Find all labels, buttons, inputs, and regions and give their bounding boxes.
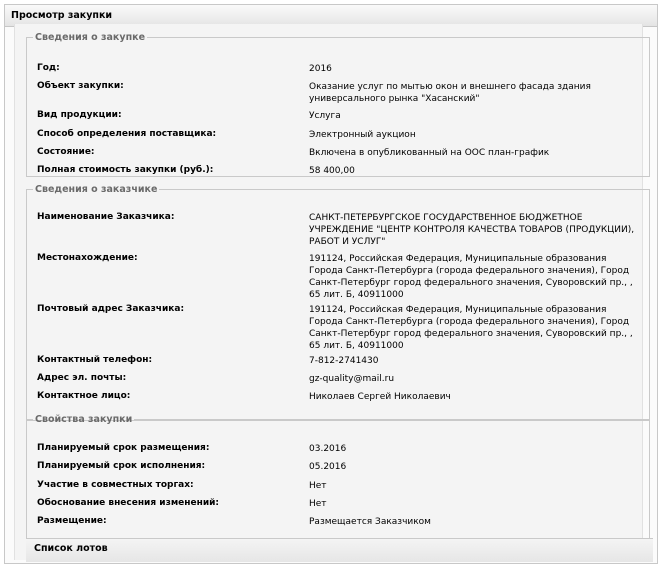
- field-value: 191124, Российская Федерация, Муниципальные образования Города Санкт-Петербурга (города федерального значения), Город Санкт-Петербург город федерального значения, Суворовский пр., , 65 лит. Б, 40911000: [309, 305, 633, 351]
- field-value: 05.2016: [309, 462, 347, 472]
- field-label: Вид продукции:: [37, 110, 122, 120]
- field-label: Состояние:: [37, 147, 95, 157]
- field-value: Николаев Сергей Николаевич: [309, 392, 451, 402]
- field-value: gz-quality@mail.ru: [309, 374, 395, 384]
- field-value: Нет: [309, 481, 327, 491]
- purchase-info-section: [26, 32, 650, 177]
- field-label: Планируемый срок размещения:: [37, 443, 210, 453]
- field-value: Включена в опубликованный на ООС план-график: [309, 148, 550, 158]
- field-value: САНКТ-ПЕТЕРБУРГСКОЕ ГОСУДАРСТВЕННОЕ БЮДЖЕТНОЕ УЧРЕЖДЕНИЕ "ЦЕНТР КОНТРОЛЯ КАЧЕСТВА ТОВАРОВ (ПРОДУКЦИИ), РАБОТ И УСЛУГ": [309, 213, 635, 247]
- field-label: Способ определения поставщика:: [37, 129, 217, 139]
- field-label: Почтовый адрес Заказчика:: [37, 304, 185, 314]
- details-panel: [14, 24, 643, 560]
- field-label: Объект закупки:: [37, 81, 124, 91]
- field-value: Услуга: [309, 111, 341, 121]
- purchase-properties-legend: Свойства закупки: [35, 414, 133, 425]
- field-value: 03.2016: [309, 444, 347, 454]
- purchase-info-legend: Сведения о закупке: [35, 32, 146, 43]
- field-label: Планируемый срок исполнения:: [37, 461, 206, 471]
- lots-list-header[interactable]: [26, 538, 653, 562]
- field-value: 2016: [309, 64, 332, 74]
- field-value: 7-812-2741430: [309, 356, 379, 366]
- field-label: Обоснование внесения изменений:: [37, 498, 220, 508]
- field-label: Год:: [37, 63, 60, 73]
- field-value: Оказание услуг по мытью окон и внешнего фасада здания универсального рынка "Хасанский": [309, 82, 591, 104]
- field-label: Полная стоимость закупки (руб.):: [37, 165, 214, 175]
- field-value: Нет: [309, 499, 327, 509]
- field-label: Местонахождение:: [37, 253, 138, 263]
- field-label: Контактное лицо:: [37, 391, 131, 401]
- field-value: 191124, Российская Федерация, Муниципальные образования Города Санкт-Петербурга (города федерального значения), Город Санкт-Петербург город федерального значения, Суворовский пр., , 65 лит. Б, 40911000: [309, 254, 633, 300]
- field-value: Размещается Заказчиком: [309, 517, 431, 527]
- window-title: Просмотр закупки: [5, 5, 657, 27]
- field-label: Размещение:: [37, 516, 107, 526]
- purchase-properties-section: [26, 414, 650, 554]
- customer-info-section: [26, 184, 650, 421]
- field-label: Наименование Заказчика:: [37, 212, 175, 222]
- field-label: Контактный телефон:: [37, 355, 153, 365]
- customer-info-legend: Сведения о заказчике: [35, 184, 158, 195]
- field-value: Электронный аукцион: [309, 130, 416, 140]
- lots-list-title: Список лотов: [34, 543, 108, 554]
- field-value: 58 400,00: [309, 166, 355, 176]
- field-label: Адрес эл. почты:: [37, 373, 127, 383]
- field-label: Участие в совместных торгах:: [37, 480, 194, 490]
